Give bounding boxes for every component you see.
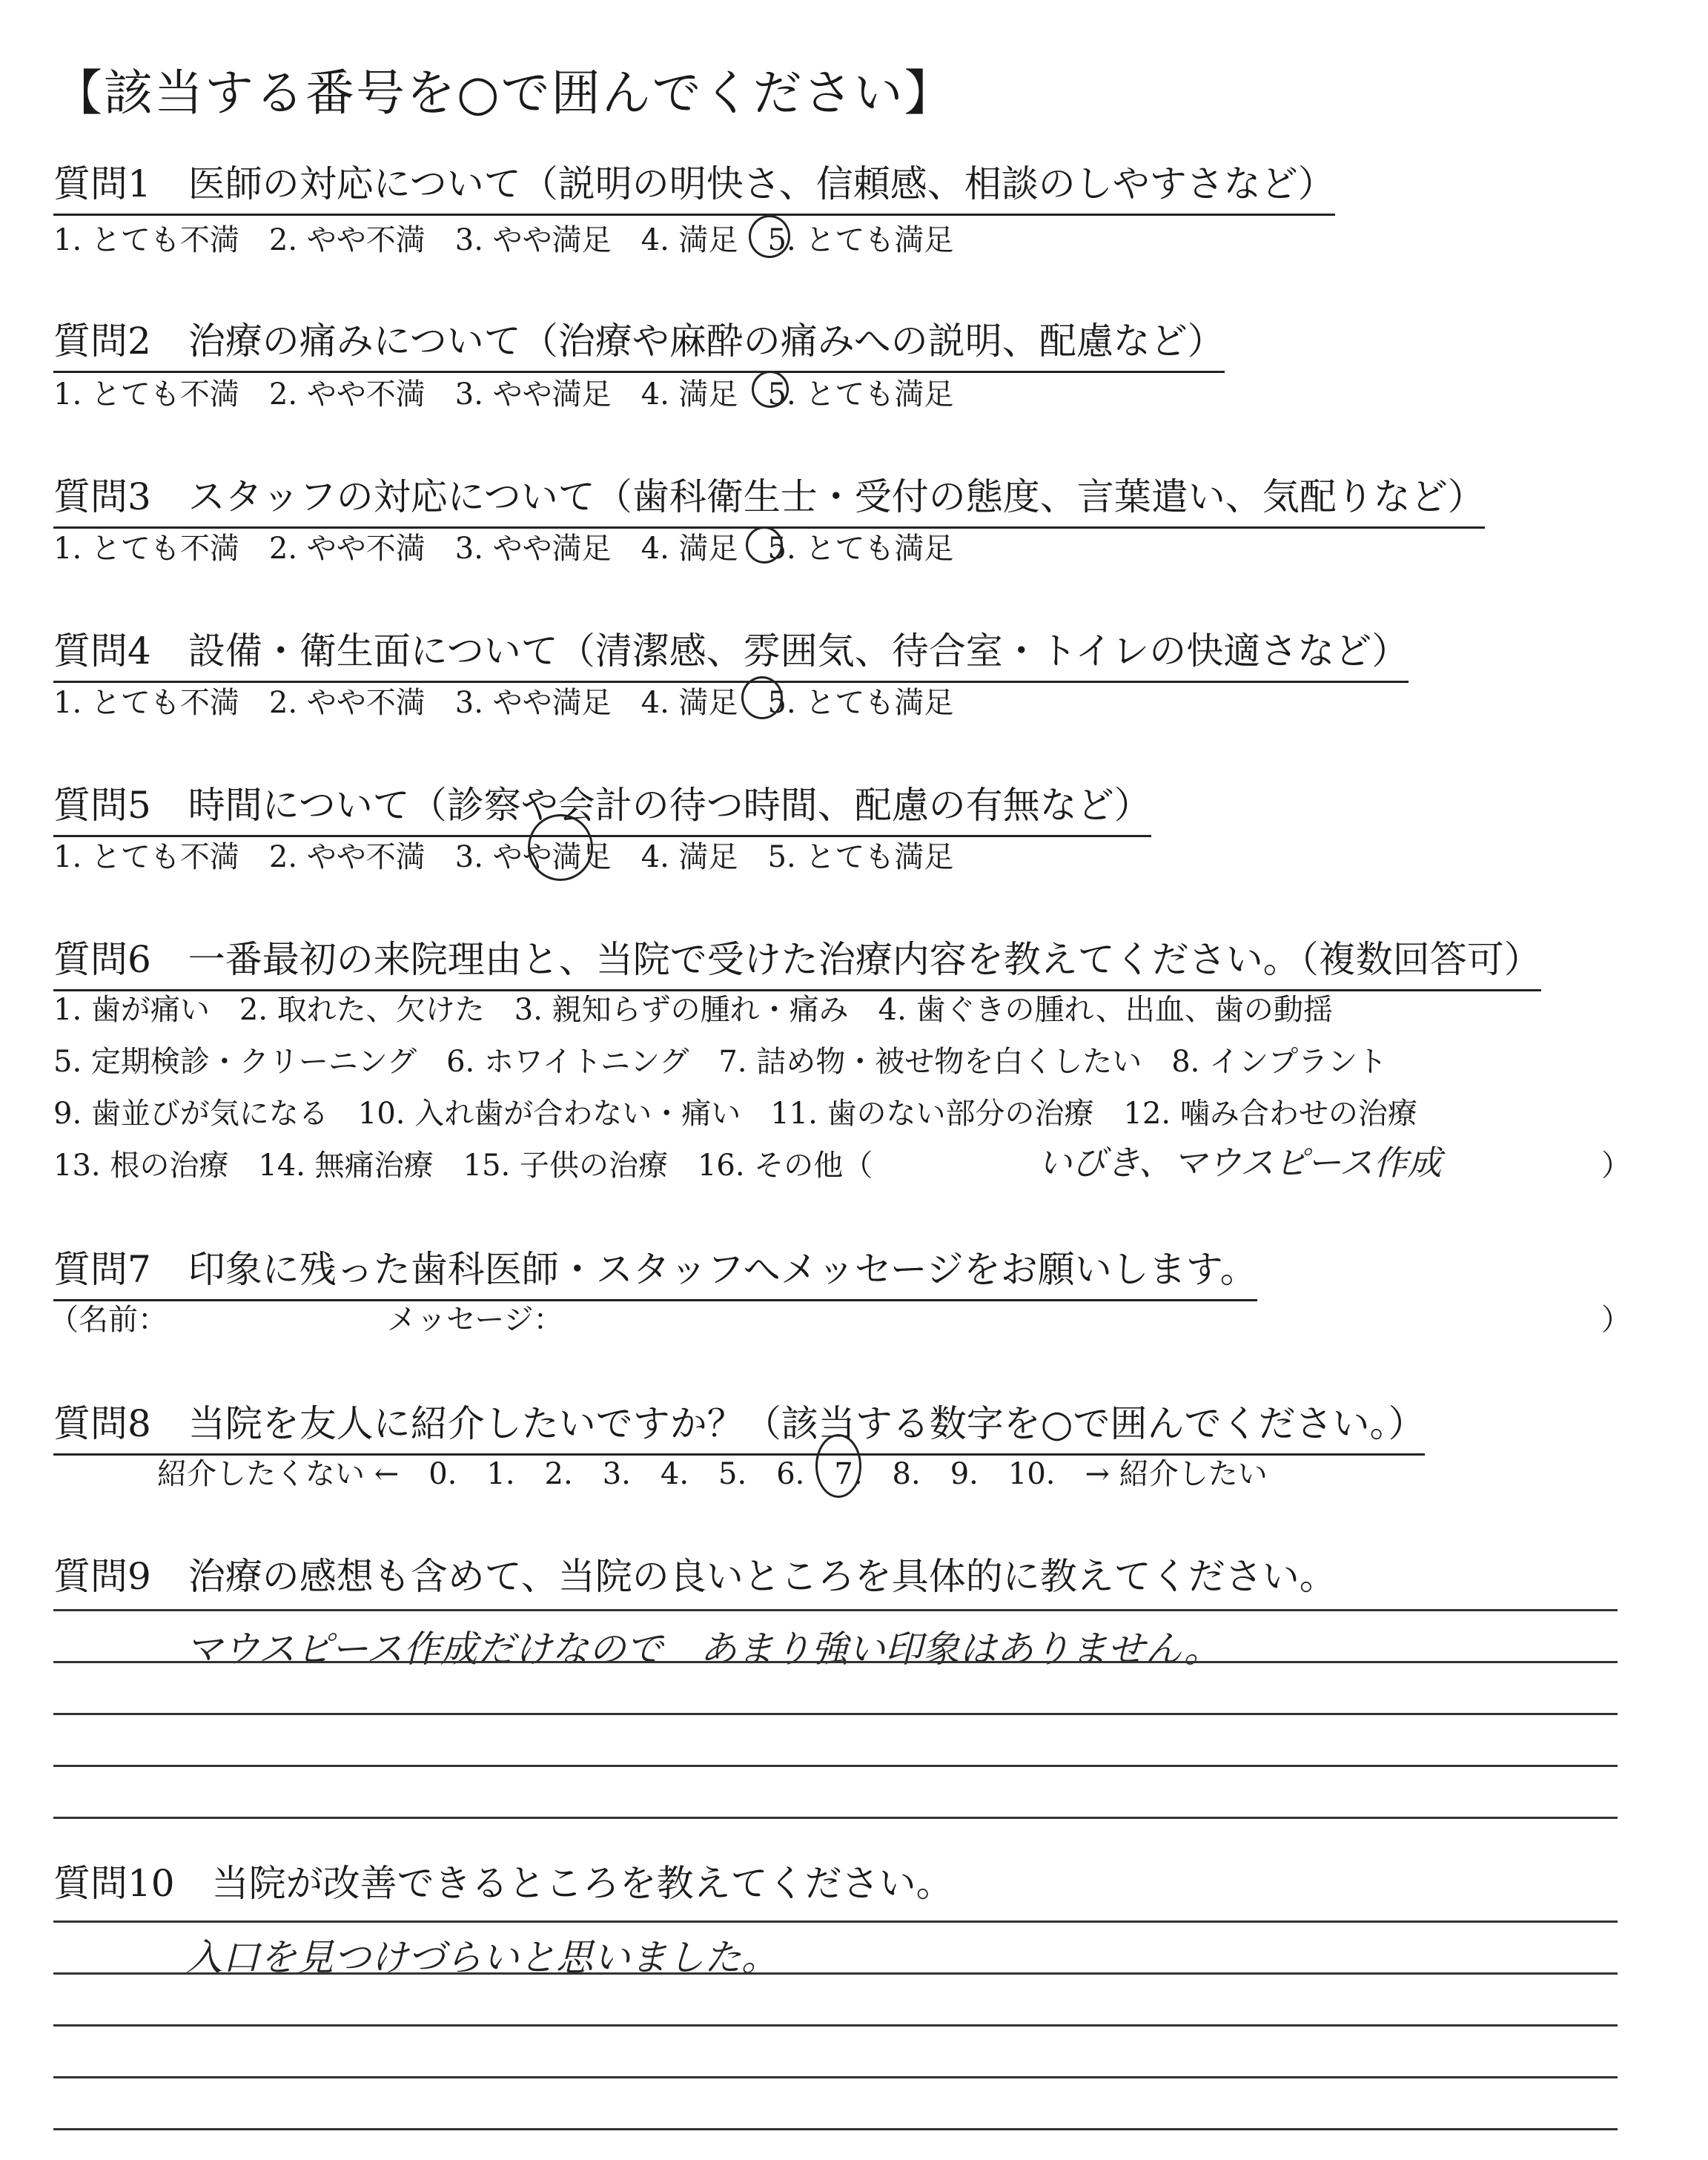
q10-title: 質問10 当院が改善できるところを教えてください。 (53, 1862, 953, 1905)
q1-title: 質問1 医師の対応について（説明の明快さ、信頼感、相談のしやすさなど） (53, 154, 1335, 216)
q10-answer-line-5 (53, 2128, 1618, 2130)
q8-title: 質問8 当院を友人に紹介したいですか？（該当する数字を○で囲んでください。） (53, 1394, 1425, 1456)
q10-answer-line-4 (53, 2076, 1618, 2078)
q6-other-answer: いびき、マウスピース作成 (1038, 1143, 1442, 1183)
q10-answer: 入口を見つけづらいと思いました。 (185, 1936, 778, 1979)
q9-answer-line-1 (53, 1609, 1618, 1611)
q3-selected-circle (746, 526, 783, 564)
q7-close-paren: ） (1601, 1303, 1631, 1337)
q5-selected-circle (528, 814, 593, 881)
q2-options: 1. とても不満 2. やや不満 3. やや満足 4. 満足 5. とても満足 (53, 377, 954, 412)
q10-answer-line-3 (53, 2024, 1618, 2027)
q10-answer-line-1 (53, 1920, 1618, 1923)
q4-options: 1. とても不満 2. やや不満 3. やや満足 4. 満足 5. とても満足 (53, 686, 954, 720)
q3-title: 質問3 スタッフの対応について（歯科衛生士・受付の態度、言葉遣い、気配りなど） (53, 467, 1485, 529)
q1-options: 1. とても不満 2. やや不満 3. やや満足 4. 満足 5. とても満足 (53, 223, 954, 257)
q9-answer-line-2 (53, 1661, 1618, 1663)
q6-options-line3: 9. 歯並びが気になる 10. 入れ歯が合わない・痛い 11. 歯のない部分の治療 12. 噛み合わせの治療 (53, 1097, 1417, 1131)
q6-options-line2: 5. 定期検診・クリーニング 6. ホワイトニング 7. 詰め物・被せ物を白くしたい 8. インプラント (53, 1045, 1388, 1079)
q7-title: 質問7 印象に残った歯科医師・スタッフへメッセージをお願いします。 (53, 1240, 1257, 1301)
q7-name-label: （名前： (49, 1303, 168, 1337)
q6-options-line4: 13. 根の治療 14. 無痛治療 15. 子供の治療 16. その他（ (53, 1149, 873, 1183)
q6-title: 質問6 一番最初の来院理由と、当院で受けた治療内容を教えてください。（複数回答可） (53, 930, 1541, 991)
q9-answer: マウスピース作成だけなので あまり強い印象はありません。 (185, 1628, 1221, 1671)
q5-options: 1. とても不満 2. やや不満 3. やや満足 4. 満足 5. とても満足 (53, 840, 954, 874)
q5-title: 質問5 時間について（診察や会計の待つ時間、配慮の有無など） (53, 776, 1151, 837)
q7-message-label: メッセージ： (387, 1303, 563, 1337)
q9-answer-line-5 (53, 1817, 1618, 1819)
q9-title: 質問9 治療の感想も含めて、当院の良いところを具体的に教えてください。 (53, 1555, 1337, 1598)
q9-answer-line-4 (53, 1765, 1618, 1767)
q10-answer-line-2 (53, 1972, 1618, 1975)
q2-title: 質問2 治療の痛みについて（治療や麻酔の痛みへの説明、配慮など） (53, 311, 1225, 373)
q8-scale: 紹介したくない ← 0. 1. 2. 3. 4. 5. 6. 7. 8. 9. 10. → 紹介したい (157, 1457, 1268, 1491)
q9-answer-line-3 (53, 1713, 1618, 1715)
q6-close-paren: ） (1601, 1149, 1631, 1183)
q4-title: 質問4 設備・衛生面について（清潔感、雰囲気、待合室・トイレの快適さなど） (53, 621, 1409, 683)
q3-options: 1. とても不満 2. やや不満 3. やや満足 4. 満足 5. とても満足 (53, 532, 954, 566)
q4-selected-circle (741, 676, 783, 719)
q6-options-line1: 1. 歯が痛い 2. 取れた、欠けた 3. 親知らずの腫れ・痛み 4. 歯ぐきの腫れ、出血、歯の動揺 (53, 993, 1333, 1027)
q8-selected-circle (815, 1434, 861, 1498)
page-header: 【該当する番号を○で囲んでください】 (53, 65, 955, 122)
q1-selected-circle (749, 215, 790, 258)
q2-selected-circle (752, 371, 789, 408)
